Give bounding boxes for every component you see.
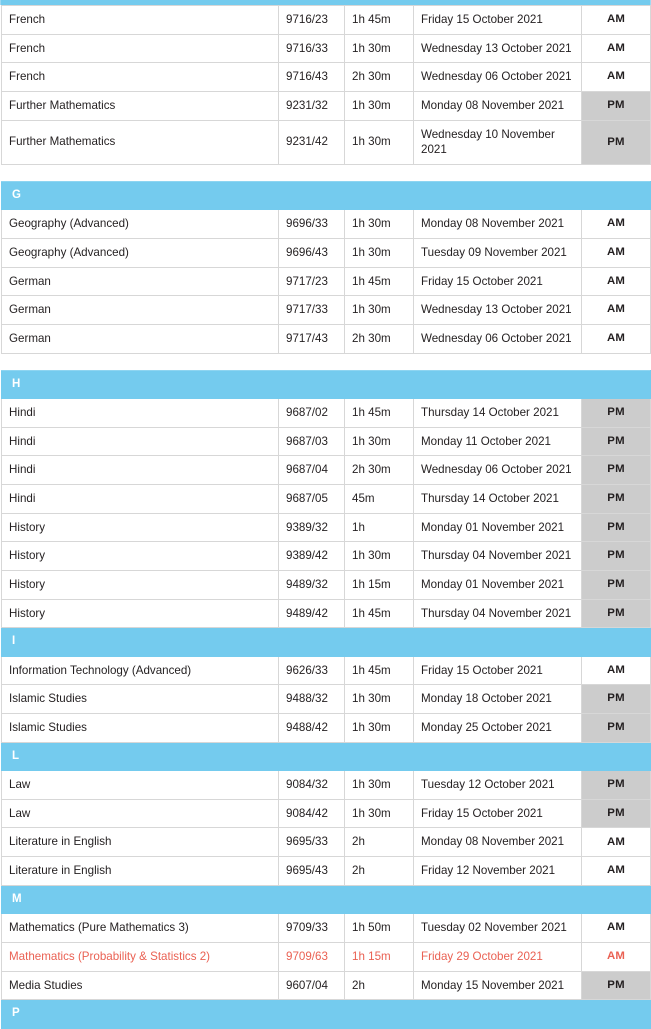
exam-duration-cell: 1h 45m	[345, 399, 414, 428]
exam-subject-cell: Information Technology (Advanced)	[2, 656, 279, 685]
exam-subject-cell: Further Mathematics	[2, 91, 279, 120]
exam-session-cell: PM	[582, 799, 651, 828]
exam-date-cell: Monday 01 November 2021	[414, 513, 582, 542]
exam-subject-cell: Hindi	[2, 485, 279, 514]
exam-date-cell: Friday 15 October 2021	[414, 6, 582, 35]
exam-date-cell: Monday 08 November 2021	[414, 210, 582, 239]
exam-code-cell: 9687/03	[279, 427, 345, 456]
section-letter-l: L	[2, 742, 651, 771]
exam-subject-cell: Mathematics (Pure Mathematics 3)	[2, 914, 279, 943]
exam-session-cell: AM	[582, 34, 651, 63]
exam-row	[2, 427, 651, 456]
exam-code-cell: 9709/33	[279, 914, 345, 943]
exam-subject-cell: History	[2, 570, 279, 599]
section-header-row	[2, 885, 651, 914]
timetable-blocks-container	[0, 5, 651, 1029]
exam-subject-cell: Geography (Advanced)	[2, 210, 279, 239]
exam-duration-cell: 1h 45m	[345, 656, 414, 685]
exam-session-cell: PM	[582, 427, 651, 456]
exam-code-cell: 9717/23	[279, 267, 345, 296]
exam-date-cell: Thursday 04 November 2021	[414, 542, 582, 571]
block-spacer	[0, 354, 651, 370]
exam-session-cell: AM	[582, 942, 651, 971]
exam-duration-cell: 1h 30m	[345, 771, 414, 800]
exam-code-cell: 9607/04	[279, 971, 345, 1000]
exam-subject-cell: Further Mathematics	[2, 120, 279, 164]
exam-row	[2, 324, 651, 353]
exam-duration-cell: 1h 15m	[345, 942, 414, 971]
exam-session-cell: AM	[582, 63, 651, 92]
exam-date-cell: Tuesday 12 October 2021	[414, 771, 582, 800]
exam-code-cell: 9389/32	[279, 513, 345, 542]
exam-timetable-body	[2, 181, 651, 353]
exam-row	[2, 513, 651, 542]
exam-session-cell: AM	[582, 656, 651, 685]
exam-row	[2, 857, 651, 886]
exam-date-cell: Thursday 14 October 2021	[414, 485, 582, 514]
exam-duration-cell: 1h 30m	[345, 427, 414, 456]
exam-date-cell: Thursday 04 November 2021	[414, 599, 582, 628]
exam-date-cell: Monday 11 October 2021	[414, 427, 582, 456]
exam-row	[2, 399, 651, 428]
exam-row	[2, 971, 651, 1000]
exam-row	[2, 267, 651, 296]
exam-subject-cell: History	[2, 513, 279, 542]
exam-duration-cell: 1h 30m	[345, 120, 414, 164]
exam-duration-cell: 45m	[345, 485, 414, 514]
exam-session-cell: PM	[582, 485, 651, 514]
section-letter-m: M	[2, 885, 651, 914]
exam-subject-cell: Literature in English	[2, 857, 279, 886]
section-letter-p: P	[2, 1000, 651, 1029]
exam-subject-cell: French	[2, 34, 279, 63]
exam-row	[2, 91, 651, 120]
exam-session-cell: PM	[582, 971, 651, 1000]
exam-code-cell: 9687/02	[279, 399, 345, 428]
exam-session-cell: PM	[582, 771, 651, 800]
exam-timetable-table	[1, 5, 651, 165]
exam-row	[2, 771, 651, 800]
exam-duration-cell: 1h 30m	[345, 799, 414, 828]
exam-row	[2, 570, 651, 599]
exam-row	[2, 828, 651, 857]
exam-code-cell: 9687/05	[279, 485, 345, 514]
exam-date-cell: Friday 15 October 2021	[414, 799, 582, 828]
exam-row	[2, 456, 651, 485]
exam-duration-cell: 2h	[345, 828, 414, 857]
exam-subject-cell: Geography (Advanced)	[2, 239, 279, 268]
section-header-row	[2, 181, 651, 210]
exam-row	[2, 685, 651, 714]
exam-session-cell: AM	[582, 828, 651, 857]
exam-subject-cell: Hindi	[2, 427, 279, 456]
exam-code-cell: 9231/32	[279, 91, 345, 120]
exam-subject-cell: Media Studies	[2, 971, 279, 1000]
exam-subject-cell: Islamic Studies	[2, 685, 279, 714]
exam-duration-cell: 2h 30m	[345, 324, 414, 353]
exam-row	[2, 6, 651, 35]
exam-timetable-body	[2, 6, 651, 165]
exam-duration-cell: 1h 30m	[345, 296, 414, 325]
exam-duration-cell: 1h 30m	[345, 210, 414, 239]
exam-session-cell: PM	[582, 513, 651, 542]
block-spacer	[0, 165, 651, 181]
exam-date-cell: Wednesday 13 October 2021	[414, 296, 582, 325]
exam-date-cell: Thursday 14 October 2021	[414, 399, 582, 428]
exam-row	[2, 942, 651, 971]
exam-date-cell: Tuesday 02 November 2021	[414, 914, 582, 943]
exam-row	[2, 799, 651, 828]
exam-row	[2, 210, 651, 239]
exam-row	[2, 714, 651, 743]
section-header-row	[2, 628, 651, 657]
exam-duration-cell: 1h 30m	[345, 685, 414, 714]
exam-subject-cell: History	[2, 599, 279, 628]
exam-date-cell: Wednesday 06 October 2021	[414, 63, 582, 92]
section-letter-g: G	[2, 181, 651, 210]
exam-subject-cell: Islamic Studies	[2, 714, 279, 743]
exam-date-cell: Wednesday 06 October 2021	[414, 456, 582, 485]
exam-session-cell: PM	[582, 456, 651, 485]
section-header-row	[2, 370, 651, 399]
exam-date-cell: Friday 15 October 2021	[414, 656, 582, 685]
section-letter-i: I	[2, 628, 651, 657]
exam-code-cell: 9231/42	[279, 120, 345, 164]
exam-session-cell: PM	[582, 542, 651, 571]
exam-subject-cell: Literature in English	[2, 828, 279, 857]
exam-session-cell: PM	[582, 399, 651, 428]
exam-session-cell: PM	[582, 570, 651, 599]
block-f-continued	[1, 5, 650, 165]
exam-date-cell: Wednesday 06 October 2021	[414, 324, 582, 353]
exam-date-cell: Monday 08 November 2021	[414, 91, 582, 120]
exam-timetable-body	[2, 370, 651, 1028]
exam-code-cell: 9626/33	[279, 656, 345, 685]
exam-date-cell: Friday 29 October 2021	[414, 942, 582, 971]
exam-code-cell: 9489/42	[279, 599, 345, 628]
exam-session-cell: PM	[582, 685, 651, 714]
exam-row	[2, 656, 651, 685]
exam-code-cell: 9696/43	[279, 239, 345, 268]
exam-session-cell: AM	[582, 914, 651, 943]
exam-code-cell: 9709/63	[279, 942, 345, 971]
exam-session-cell: AM	[582, 6, 651, 35]
exam-session-cell: AM	[582, 857, 651, 886]
exam-date-cell: Friday 12 November 2021	[414, 857, 582, 886]
exam-date-cell: Monday 25 October 2021	[414, 714, 582, 743]
exam-session-cell: PM	[582, 120, 651, 164]
exam-date-cell: Wednesday 13 October 2021	[414, 34, 582, 63]
exam-code-cell: 9389/42	[279, 542, 345, 571]
exam-duration-cell: 1h 30m	[345, 714, 414, 743]
exam-subject-cell: German	[2, 267, 279, 296]
exam-code-cell: 9687/04	[279, 456, 345, 485]
exam-subject-cell: Hindi	[2, 456, 279, 485]
exam-code-cell: 9695/33	[279, 828, 345, 857]
exam-session-cell: PM	[582, 91, 651, 120]
exam-code-cell: 9717/43	[279, 324, 345, 353]
exam-row	[2, 542, 651, 571]
exam-date-cell: Monday 15 November 2021	[414, 971, 582, 1000]
exam-session-cell: AM	[582, 239, 651, 268]
exam-row	[2, 914, 651, 943]
exam-session-cell: PM	[582, 714, 651, 743]
exam-session-cell: AM	[582, 210, 651, 239]
exam-code-cell: 9084/32	[279, 771, 345, 800]
exam-row	[2, 296, 651, 325]
block-h-i-l-m-p	[1, 370, 650, 1029]
exam-code-cell: 9716/23	[279, 6, 345, 35]
section-header-row	[2, 1000, 651, 1029]
exam-session-cell: AM	[582, 267, 651, 296]
exam-subject-cell: History	[2, 542, 279, 571]
exam-duration-cell: 1h 30m	[345, 34, 414, 63]
exam-date-cell: Monday 18 October 2021	[414, 685, 582, 714]
exam-row	[2, 599, 651, 628]
exam-subject-cell: Law	[2, 771, 279, 800]
exam-duration-cell: 2h	[345, 971, 414, 1000]
exam-code-cell: 9488/32	[279, 685, 345, 714]
exam-duration-cell: 1h	[345, 513, 414, 542]
exam-date-cell: Tuesday 09 November 2021	[414, 239, 582, 268]
exam-date-cell: Wednesday 10 November 2021	[414, 120, 582, 164]
exam-timetable-table	[1, 370, 651, 1029]
section-header-row	[2, 742, 651, 771]
exam-duration-cell: 2h	[345, 857, 414, 886]
exam-date-cell: Monday 08 November 2021	[414, 828, 582, 857]
block-g	[1, 181, 650, 354]
exam-code-cell: 9489/32	[279, 570, 345, 599]
exam-row	[2, 34, 651, 63]
exam-session-cell: AM	[582, 296, 651, 325]
exam-subject-cell: Law	[2, 799, 279, 828]
exam-code-cell: 9084/42	[279, 799, 345, 828]
exam-subject-cell: Hindi	[2, 399, 279, 428]
exam-subject-cell: French	[2, 63, 279, 92]
exam-duration-cell: 1h 15m	[345, 570, 414, 599]
exam-duration-cell: 2h 30m	[345, 456, 414, 485]
exam-code-cell: 9717/33	[279, 296, 345, 325]
exam-code-cell: 9488/42	[279, 714, 345, 743]
exam-duration-cell: 2h 30m	[345, 63, 414, 92]
exam-date-cell: Monday 01 November 2021	[414, 570, 582, 599]
exam-duration-cell: 1h 45m	[345, 267, 414, 296]
exam-duration-cell: 1h 45m	[345, 599, 414, 628]
exam-code-cell: 9716/33	[279, 34, 345, 63]
exam-session-cell: PM	[582, 599, 651, 628]
exam-row	[2, 120, 651, 164]
exam-duration-cell: 1h 30m	[345, 542, 414, 571]
exam-subject-cell: Mathematics (Probability & Statistics 2)	[2, 942, 279, 971]
exam-subject-cell: German	[2, 324, 279, 353]
exam-duration-cell: 1h 30m	[345, 239, 414, 268]
exam-date-cell: Friday 15 October 2021	[414, 267, 582, 296]
exam-duration-cell: 1h 30m	[345, 91, 414, 120]
exam-row	[2, 239, 651, 268]
exam-subject-cell: German	[2, 296, 279, 325]
exam-row	[2, 485, 651, 514]
exam-code-cell: 9695/43	[279, 857, 345, 886]
exam-row	[2, 63, 651, 92]
exam-duration-cell: 1h 50m	[345, 914, 414, 943]
exam-duration-cell: 1h 45m	[345, 6, 414, 35]
exam-timetable-table	[1, 181, 651, 354]
section-letter-h: H	[2, 370, 651, 399]
exam-code-cell: 9696/33	[279, 210, 345, 239]
exam-code-cell: 9716/43	[279, 63, 345, 92]
exam-session-cell: AM	[582, 324, 651, 353]
exam-subject-cell: French	[2, 6, 279, 35]
